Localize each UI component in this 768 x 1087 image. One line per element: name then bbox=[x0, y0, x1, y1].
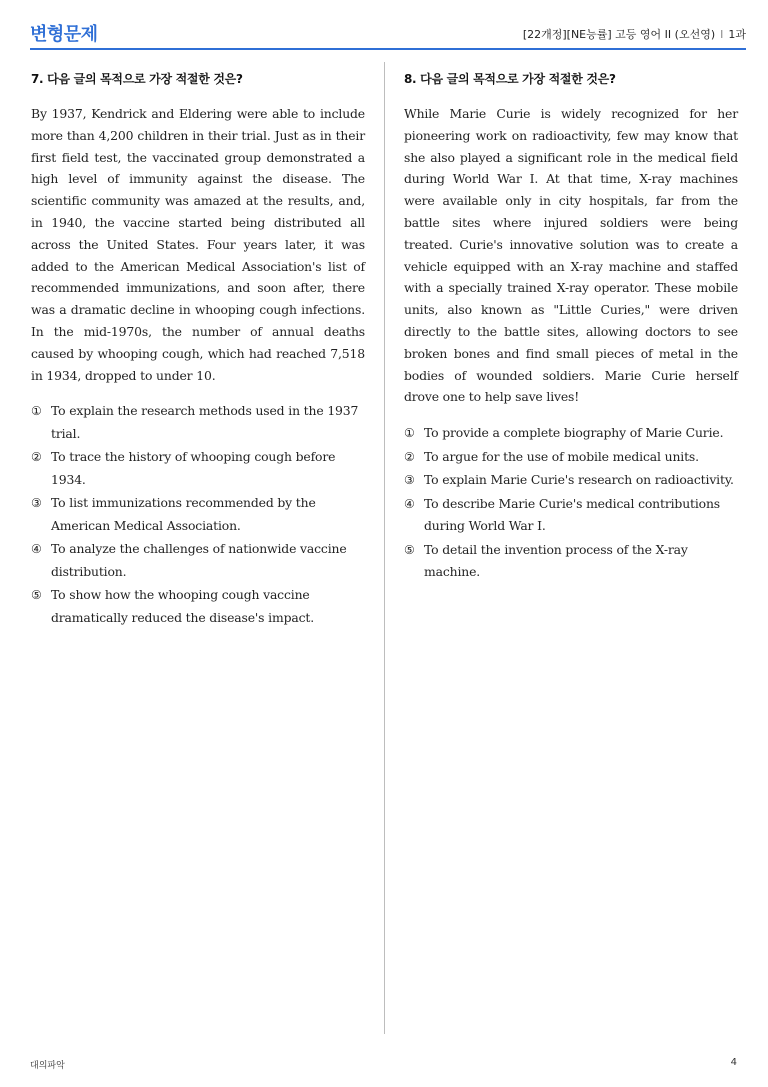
choice-5[interactable] bbox=[31, 584, 365, 629]
choice-list bbox=[404, 422, 738, 584]
choice-number: ① bbox=[404, 426, 415, 441]
question-7 bbox=[31, 70, 365, 630]
choice-text: To list immunizations recommended by the American Medical Association. bbox=[51, 495, 316, 533]
question-8 bbox=[404, 70, 738, 585]
choice-number: ④ bbox=[404, 496, 415, 511]
question-passage: While Marie Curie is widely recognized for her pioneering work on radioactivity, few may know that she also played a significant role in the medical field during World War I. At that time, X-ray machines were available only in city hospitals, far from the battle sites where injured soldiers were being treated. Curie's innovative solution was to create a vehicle equipped with an X-ray machine and staffed with a specially trained X-ray operator. These mobile units, also known as "Little Curies," were driven directly to the battle sites, allowing doctors to see broken bones and find small pieces of metal in the bodies of wounded soldiers. Marie Curie herself drove one to help save lives! bbox=[404, 106, 738, 405]
choice-2[interactable] bbox=[404, 446, 738, 469]
choice-text: To provide a complete biography of Marie Curie. bbox=[424, 425, 724, 441]
choice-4[interactable] bbox=[404, 493, 738, 538]
choice-number: ⑤ bbox=[404, 542, 415, 557]
page-number: 4 bbox=[730, 1057, 737, 1068]
choice-number: ③ bbox=[404, 473, 415, 488]
question-title: 8. 다음 글의 목적으로 가장 적절한 것은? bbox=[404, 72, 616, 86]
choice-text: To trace the history of whooping cough before 1934. bbox=[51, 449, 336, 487]
choice-list bbox=[31, 400, 365, 629]
choice-number: ② bbox=[31, 450, 42, 465]
choice-5[interactable] bbox=[404, 539, 738, 584]
choice-3[interactable] bbox=[31, 492, 365, 537]
brand-title: 변형문제 bbox=[30, 24, 98, 45]
page-header bbox=[30, 18, 746, 50]
question-title: 7. 다음 글의 목적으로 가장 적절한 것은? bbox=[31, 72, 243, 86]
choice-text: To detail the invention process of the X-ray machine. bbox=[424, 541, 688, 580]
choice-text: To explain Marie Curie's research on radioactivity. bbox=[424, 472, 734, 488]
choice-text: To describe Marie Curie's medical contributions during World War I. bbox=[424, 495, 721, 534]
course-title: [22개정][NE능률] 고등 영어 II (오선영) bbox=[522, 28, 716, 41]
choice-1[interactable] bbox=[31, 400, 365, 445]
footer-section-label: 대의파악 bbox=[30, 1061, 65, 1071]
choice-text: To argue for the use of mobile medical units. bbox=[424, 448, 699, 464]
choice-number: ② bbox=[404, 449, 415, 464]
choice-3[interactable] bbox=[404, 469, 738, 492]
choice-2[interactable] bbox=[31, 446, 365, 491]
question-passage: By 1937, Kendrick and Eldering were able to include more than 4,200 children in their trial. Just as in their first field test, the vaccinated group demonstrated a high level of immunity against the disease. The scientific community was amazed at the results, and, in 1940, the vaccine started being distributed all across the United States. Four years later, it was added to the American Medical Association's list of recommended immunizations, and soon after, there was a dramatic decline in whooping cough infections. In the mid-1970s, the number of annual deaths caused by whooping cough, which had reached 7,518 in 1934, dropped to under 10. bbox=[31, 106, 365, 383]
choice-number: ④ bbox=[31, 542, 42, 557]
lesson-label: 1과 bbox=[728, 28, 746, 41]
choice-number: ⑤ bbox=[31, 588, 42, 603]
choice-text: To show how the whooping cough vaccine dramatically reduced the disease's impact. bbox=[51, 587, 315, 625]
choice-4[interactable] bbox=[31, 538, 365, 583]
column-divider bbox=[384, 62, 385, 1034]
course-info bbox=[523, 26, 746, 42]
choice-text: To explain the research methods used in the 1937 trial. bbox=[51, 403, 359, 441]
choice-number: ③ bbox=[31, 496, 42, 511]
choice-text: To analyze the challenges of nationwide vaccine distribution. bbox=[51, 541, 347, 579]
header-separator: I bbox=[720, 28, 724, 41]
choice-1[interactable] bbox=[404, 422, 738, 445]
choice-number: ① bbox=[31, 404, 42, 419]
